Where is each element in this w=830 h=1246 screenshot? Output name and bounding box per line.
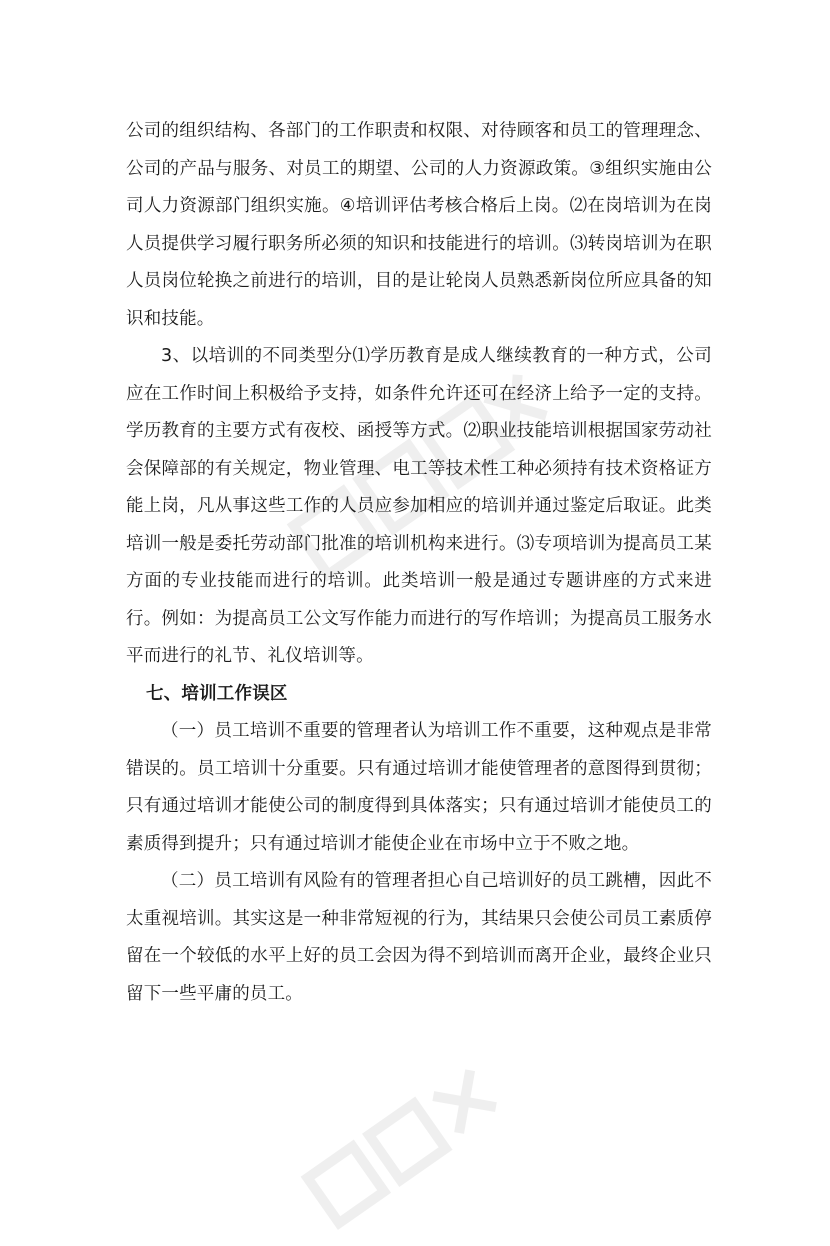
- paragraph-continuation: 公司的组织结构、各部门的工作职责和权限、对待顾客和员工的管理理念、公司的产品与服务、对员工的期望、公司的人力资源政策。③组织实施由公司人力资源部门组织实施。④培训评估考核合格后上岗。⑵在岗培训为在岗人员提供学习履行职务所必须的知识和技能进行的培训。⑶转岗培训为在职人员岗位轮换之前进行的培训，目的是让轮岗人员熟悉新岗位所应具备的知识和技能。: [126, 121, 712, 329]
- document-body: [126, 113, 712, 1013]
- paragraph-misconception-2: （二）员工培训有风险有的管理者担心自己培训好的员工跳槽，因此不太重视培训。其实这是一种非常短视的行为，其结果只会使公司员工素质停留在一个较低的水平上好的员工会因为得不到培训而离开企业，最终企业只留下一些平庸的员工。: [126, 871, 712, 1004]
- section-heading: 七、培训工作误区: [146, 683, 288, 704]
- watermark-graphic: [298, 1024, 563, 1246]
- paragraph-misconception-1: （一）员工培训不重要的管理者认为培训工作不重要，这种观点是非常错误的。员工培训十分重要。只有通过培训才能使管理者的意图得到贯彻；只有通过培训才能使公司的制度得到具体落实；只有通过培训才能使员工的素质得到提升；只有通过培训才能使企业在市场中立于不败之地。: [126, 721, 712, 854]
- paragraph-training-types: 3、以培训的不同类型分⑴学历教育是成人继续教育的一种方式，公司应在工作时间上积极给予支持，如条件允许还可在经济上给予一定的支持。学历教育的主要方式有夜校、函授等方式。⑵职业技能培训根据国家劳动社会保障部的有关规定，物业管理、电工等技术性工种必须持有技术资格证方能上岗，凡从事这些工作的人员应参加相应的培训并通过鉴定后取证。此类培训一般是委托劳动部门批准的培训机构来进行。⑶专项培训为提高员工某方面的专业技能而进行的培训。此类培训一般是通过专题讲座的方式来进行。例如：为提高员工公文写作能力而进行的写作培训；为提高员工服务水平而进行的礼节、礼仪培训等。: [126, 346, 712, 666]
